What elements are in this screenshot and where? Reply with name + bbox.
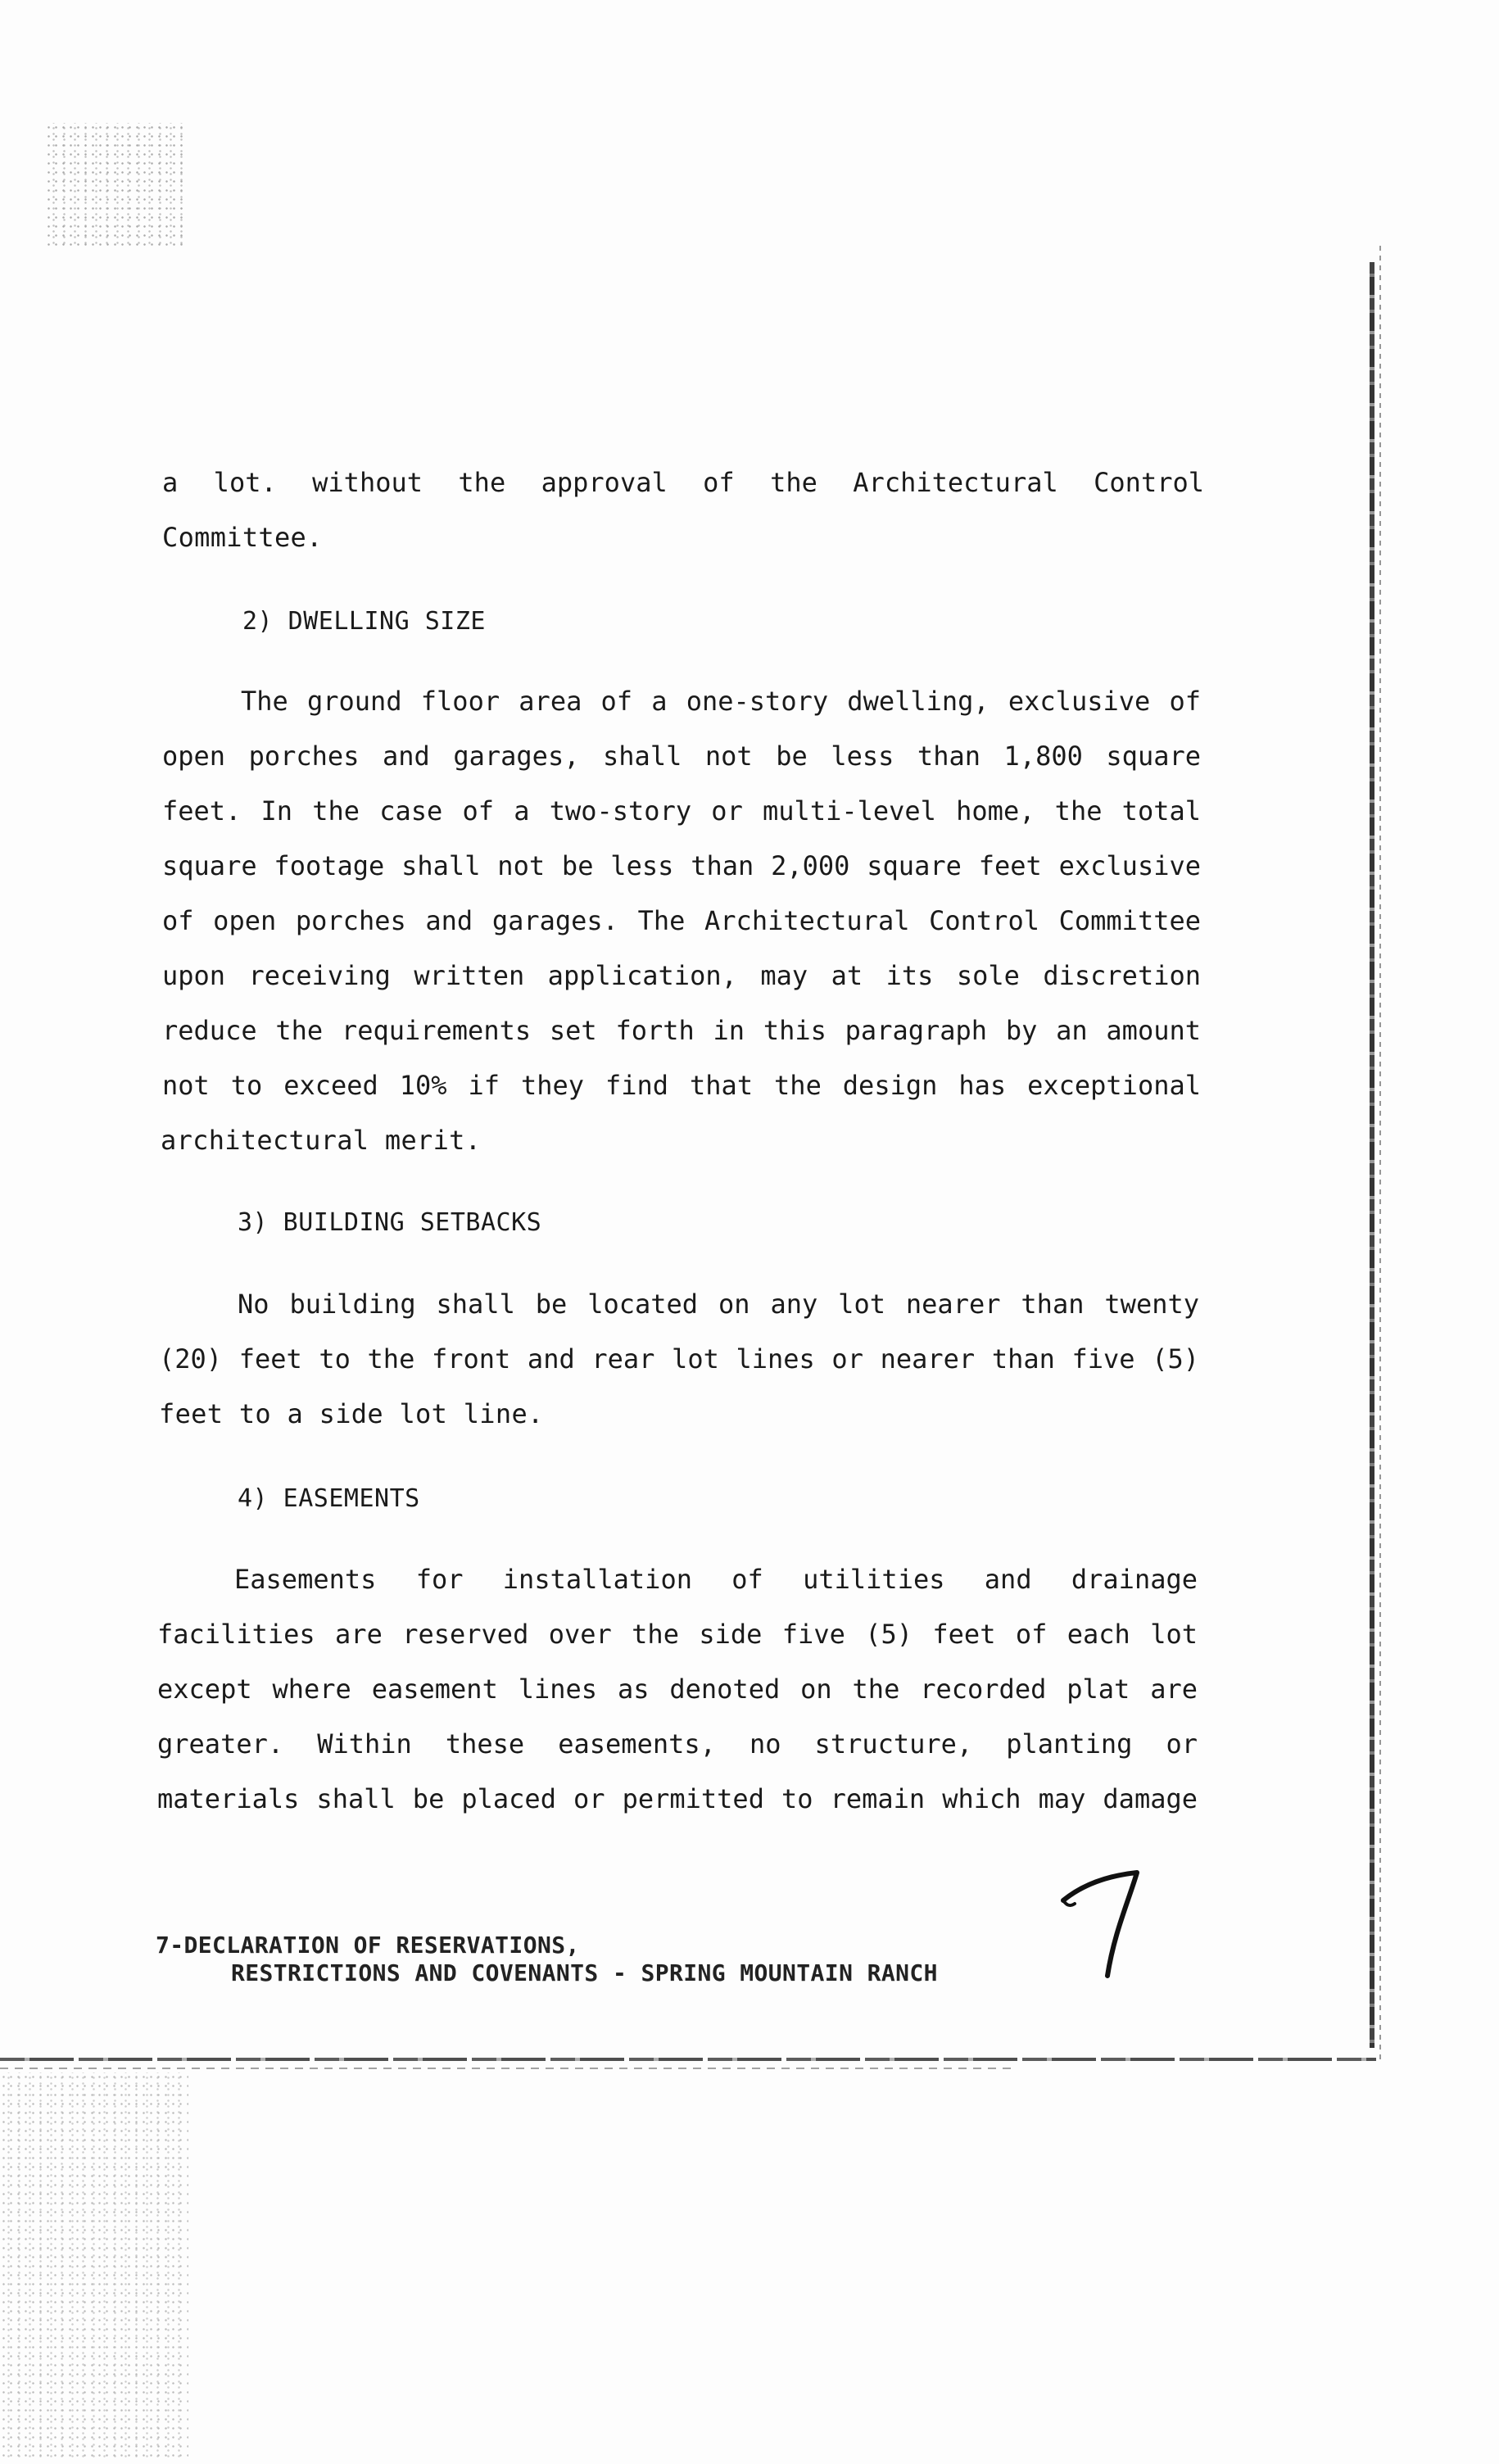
scan-border-bottom (0, 2058, 1376, 2061)
text-line: Committee. (162, 522, 323, 553)
scan-border-bottom-thin (0, 2068, 1016, 2069)
text-line: upon receiving written application, may at its sole discretion (162, 960, 1201, 991)
text-line: feet. In the case of a two-story or multi-level home, the total (162, 795, 1201, 827)
section-heading-easements: 4) EASEMENTS (238, 1484, 420, 1513)
scan-noise-top-left (45, 123, 184, 246)
text-line: materials shall be placed or permitted to remain which may damage (157, 1783, 1198, 1814)
text-line: architectural merit. (161, 1125, 482, 1156)
text-line: open porches and garages, shall not be less than 1,800 square (162, 741, 1201, 772)
footer-title-line-2: RESTRICTIONS AND COVENANTS - SPRING MOUNTAIN RANCH (231, 1959, 938, 1986)
scan-border-right (1370, 262, 1374, 2048)
text-line: a lot. without the approval of the Architectural Control (162, 467, 1204, 498)
text-line: The ground floor area of a one-story dwelling, exclusive of (241, 686, 1201, 717)
text-line: not to exceed 10% if they find that the design has exceptional (162, 1070, 1201, 1101)
section-heading-dwelling-size: 2) DWELLING SIZE (242, 607, 486, 636)
footer-title-line-1: 7-DECLARATION OF RESERVATIONS, (156, 1932, 580, 1959)
scan-border-right-thin (1379, 246, 1381, 2064)
handwritten-page-number (1057, 1868, 1147, 1982)
text-line: square footage shall not be less than 2,000 square feet exclusive (162, 850, 1201, 881)
text-line: reduce the requirements set forth in this paragraph by an amount (162, 1015, 1201, 1046)
text-line: except where easement lines as denoted on the recorded plat are (157, 1674, 1198, 1705)
text-line: facilities are reserved over the side five (5) feet of each lot (157, 1619, 1198, 1650)
scan-noise-bottom-left (0, 2072, 188, 2457)
text-line: feet to a side lot line. (159, 1398, 544, 1429)
section-heading-building-setbacks: 3) BUILDING SETBACKS (238, 1208, 542, 1237)
text-line: No building shall be located on any lot nearer than twenty (238, 1289, 1199, 1320)
text-line: (20) feet to the front and rear lot lines or nearer than five (5) (159, 1343, 1199, 1375)
text-line: greater. Within these easements, no structure, planting or (157, 1728, 1198, 1760)
text-line: Easements for installation of utilities and drainage (234, 1564, 1198, 1595)
text-line: of open porches and garages. The Architectural Control Committee (162, 905, 1201, 936)
